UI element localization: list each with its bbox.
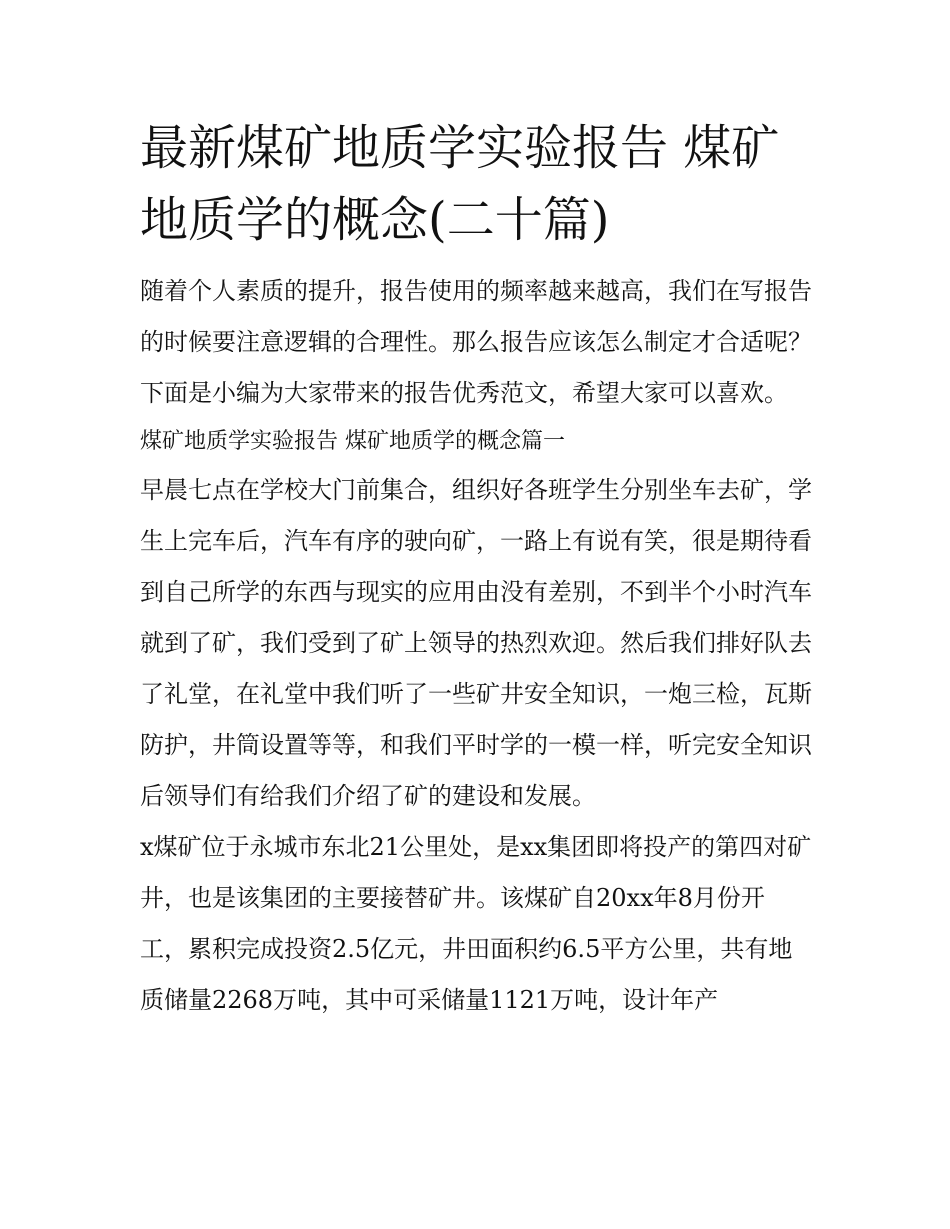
body-paragraph: x煤矿位于永城市东北21公里处，是xx集团即将投产的第四对矿井，也是该集团的主要接替矿井。该煤矿自20xx年8月份开工，累积完成投资2.5亿元，井田面积约6.5平方公里，共有地质储量2268万吨，其中可采储量1121万吨，设计年产 <box>140 833 812 1014</box>
body-paragraph: 早晨七点在学校大门前集合，组织好各班学生分别坐车去矿，学生上完车后，汽车有序的驶向矿，一路上有说有笑，很是期待看到自己所学的东西与现实的应用由没有差别，不到半个小时汽车就到了矿，我们受到了矿上领导的热烈欢迎。然后我们排好队去了礼堂，在礼堂中我们听了一些矿井安全知识，一炮三检，瓦斯防护，井筒设置等等，和我们平时学的一模一样，听完安全知识后领导们有给我们介绍了矿的建设和发展。 <box>140 476 812 810</box>
section-heading: 煤矿地质学实验报告 煤矿地质学的概念篇一 <box>140 429 565 454</box>
document-title: 最新煤矿地质学实验报告 煤矿地质学的概念(二十篇) <box>140 120 780 248</box>
intro-paragraph: 随着个人素质的提升，报告使用的频率越来越高，我们在写报告的时候要注意逻辑的合理性。那么报告应该怎么制定才合适呢？下面是小编为大家带来的报告优秀范文，希望大家可以喜欢。 <box>140 277 812 407</box>
document-content <box>140 112 812 1026</box>
